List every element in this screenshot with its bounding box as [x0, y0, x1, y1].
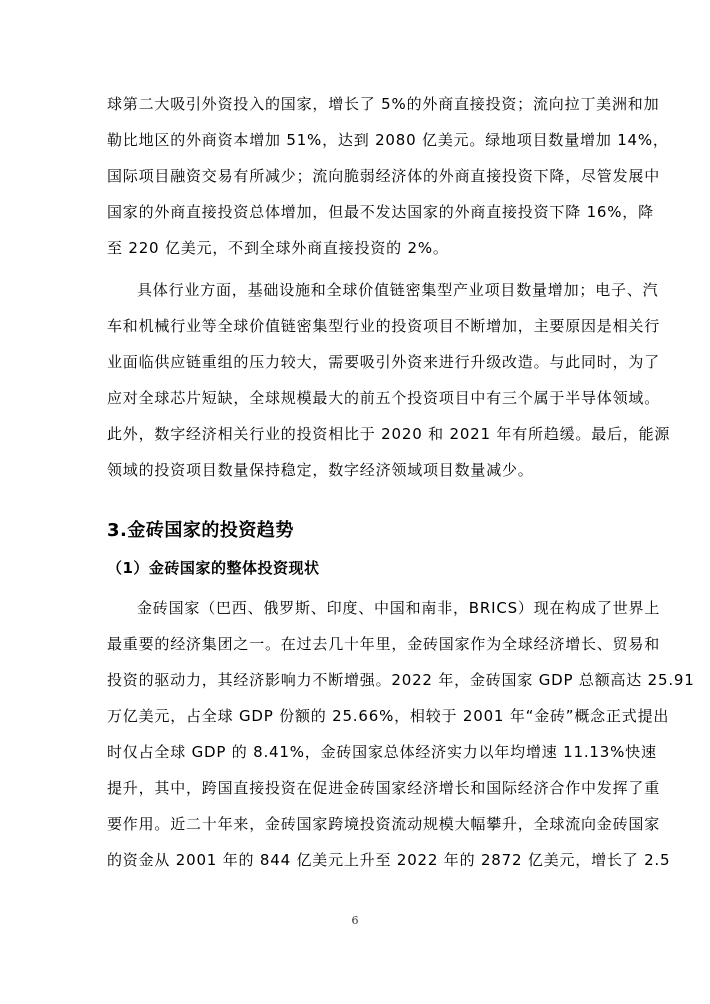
text-line: 最重要的经济集团之一。在过去几十年里，金砖国家作为全球经济增长、贸易和: [107, 635, 661, 653]
text-line: 至 220 亿美元，不到全球外商直接投资的 2%。: [107, 239, 449, 257]
paragraph-brics: [107, 590, 695, 878]
text-line: 时仅占全球 GDP 的 8.41%，金砖国家总体经济实力以年均增速 11.13%快速: [107, 743, 657, 761]
text-line: 提升，其中，跨国直接投资在促进金砖国家经济增长和国际经济合作中发挥了重: [107, 779, 661, 797]
text-line: 万亿美元，占全球 GDP 份额的 25.66%，相较于 2001 年“金砖”概念正式提出: [107, 707, 670, 725]
text-line: 国际项目融资交易有所减少；流向脆弱经济体的外商直接投资下降，尽管发展中: [107, 167, 661, 185]
section-heading: 3.金砖国家的投资趋势: [107, 520, 294, 541]
text-line: 要作用。近二十年来，金砖国家跨境投资流动规模大幅攀升，全球流向金砖国家: [107, 815, 661, 833]
text-line: 投资的驱动力，其经济影响力不断增强。2022 年，金砖国家 GDP 总额高达 25.91: [107, 671, 695, 689]
text-line: 的资金从 2001 年的 844 亿美元上升至 2022 年的 2872 亿美元，增长了 2.5: [107, 851, 671, 869]
page-number: 6: [351, 914, 359, 927]
text-line: 此外，数字经济相关行业的投资相比于 2020 和 2021 年有所趋缓。最后，能源: [107, 425, 671, 443]
text-line: 球第二大吸引外资投入的国家，增长了 5%的外商直接投资；流向拉丁美洲和加: [107, 95, 660, 113]
text-line: 国家的外商直接投资总体增加，但最不发达国家的外商直接投资下降 16%，降: [107, 203, 654, 221]
paragraph-industry: [107, 272, 671, 488]
subsection-heading: （1）金砖国家的整体投资现状: [107, 559, 320, 577]
text-line: 车和机械行业等全球价值链密集型行业的投资项目不断增加，主要原因是相关行: [107, 317, 661, 335]
text-line: 具体行业方面，基础设施和全球价值链密集型产业项目数量增加；电子、汽: [137, 281, 659, 299]
text-line: 勒比地区的外商资本增加 51%，达到 2080 亿美元。绿地项目数量增加 14%，: [107, 131, 669, 149]
paragraph-fdi-overview: [107, 86, 669, 266]
text-line: 领域的投资项目数量保持稳定，数字经济领域项目数量减少。: [107, 461, 534, 479]
text-line: 业面临供应链重组的压力较大，需要吸引外资来进行升级改造。与此同时，为了: [107, 353, 661, 371]
text-line: 金砖国家（巴西、俄罗斯、印度、中国和南非，BRICS）现在构成了世界上: [137, 599, 661, 617]
text-line: 应对全球芯片短缺，全球规模最大的前五个投资项目中有三个属于半导体领域。: [107, 389, 661, 407]
